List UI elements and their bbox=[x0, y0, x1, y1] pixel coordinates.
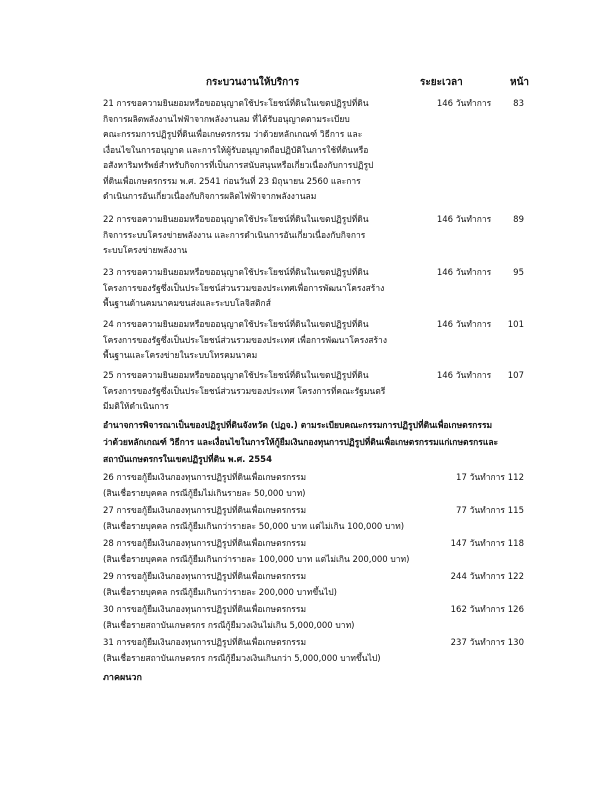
item-page-number: 101 bbox=[507, 320, 524, 330]
item-description: 26 การขอกู้ยืมเงินกองทุนการปฏิรูปที่ดินเพื่อเกษตรกรรม (สินเชื่อรายบุคคล กรณีกู้ยืมไม่เกินรายละ 50,000 บาท) bbox=[103, 473, 307, 499]
item-description: 21 การขอความยินยอมหรือขออนุญาตใช้ประโยชน์ที่ดินในเขตปฏิรูปที่ดิน กิจการผลิตพลังงานไฟฟ้าจากพลังงานลม ที่ได้รับอนุญาตตามระเบียบ คณะกรรมการปฏิรูปที่ดินเพื่อเกษตรกรรม ว่าด้วยหลักเกณฑ์ วิธีการ และ เงื่อนไขในการอนุญาต และการให้ผู้รับอนุญาตถือปฏิบัติในการใช้ที่ดินหรือ อสังหาริมทรัพย์สำหรับกิจการที่เป็นการสนับสนุนหรือเกี่ยวเนื่องกับการปฏิรูป ที่ดินเพื่อเกษตรกรรม พ.ศ. 2541 ก่อนวันที่ 23 มิถุนายน 2560 และการ ดำเนินการอันเกี่ยวเนื่องกับกิจการผลิตไฟฟ้าจากพลังงานลม bbox=[103, 99, 374, 202]
item-description: 31 การขอกู้ยืมเงินกองทุนการปฏิรูปที่ดินเพื่อเกษตรกรรม (สินเชื่อรายสถาบันเกษตรกร กรณีกู้ยืมวงเงินเกินกว่า 5,000,000 บาทขึ้นไป) bbox=[103, 638, 381, 664]
item-period: 146 วันทำการ bbox=[436, 215, 492, 225]
item-page-number: 107 bbox=[507, 371, 524, 381]
item-description: 22 การขอความยินยอมหรือขออนุญาตใช้ประโยชน์ที่ดินในเขตปฏิรูปที่ดิน กิจการระบบโครงข่ายพลังงาน และการดำเนินการอันเกี่ยวเนื่องกับกิจการ ระบบโครงข่ายพลังงาน bbox=[103, 215, 369, 256]
item-description: 29 การขอกู้ยืมเงินกองทุนการปฏิรูปที่ดินเพื่อเกษตรกรรม (สินเชื่อรายบุคคล กรณีกู้ยืมเกินกว่ารายละ 200,000 บาทขึ้นไป) bbox=[103, 572, 337, 598]
item-page-number: 112 bbox=[507, 473, 524, 483]
item-description: 23 การขอความยินยอมหรือขออนุญาตใช้ประโยชน์ที่ดินในเขตปฏิรูปที่ดิน โครงการของรัฐซึ่งเป็นประโยชน์ส่วนรวมของประเทศเพื่อการพัฒนาโครงสร้าง พื้นฐานด้านคมนาคมขนส่งและระบบโลจิสติกส์ bbox=[103, 268, 385, 309]
item-page-number: 89 bbox=[513, 215, 524, 225]
item-page-number: 126 bbox=[507, 605, 524, 615]
item-description: 28 การขอกู้ยืมเงินกองทุนการปฏิรูปที่ดินเพื่อเกษตรกรรม (สินเชื่อรายบุคคล กรณีกู้ยืมเกินกว่ารายละ 100,000 บาท แต่ไม่เกิน 200,000 บาท) bbox=[103, 539, 410, 565]
item-period: 146 วันทำการ bbox=[436, 268, 492, 278]
item-period: 147 วันทำการ bbox=[450, 539, 505, 549]
item-page-number: 115 bbox=[507, 506, 524, 516]
item-description: 25 การขอความยินยอมหรือขออนุญาตใช้ประโยชน์ที่ดินในเขตปฏิรูปที่ดิน โครงการของรัฐซึ่งเป็นประโยชน์ส่วนรวมของประเทศ โครงการที่คณะรัฐมนตรี มีมติให้ดำเนินการ bbox=[103, 371, 386, 412]
header-procedure: กระบวนงานให้บริการ bbox=[206, 77, 300, 88]
item-period: 146 วันทำการ bbox=[436, 320, 492, 330]
item-page-number: 118 bbox=[507, 539, 524, 549]
item-period: 244 วันทำการ bbox=[450, 572, 505, 582]
item-description: 30 การขอกู้ยืมเงินกองทุนการปฏิรูปที่ดินเพื่อเกษตรกรรม (สินเชื่อรายสถาบันเกษตรกร กรณีกู้ยืมวงเงินไม่เกิน 5,000,000 บาท) bbox=[103, 605, 355, 631]
header-page: หน้า bbox=[510, 77, 530, 88]
item-page-number: 130 bbox=[507, 638, 524, 648]
item-period: 237 วันทำการ bbox=[450, 638, 505, 648]
header-period: ระยะเวลา bbox=[420, 77, 463, 88]
appendix-heading: ภาคผนวก bbox=[103, 673, 142, 683]
item-description: 24 การขอความยินยอมหรือขออนุญาตใช้ประโยชน์ที่ดินในเขตปฏิรูปที่ดิน โครงการของรัฐซึ่งเป็นประโยชน์ส่วนรวมของประเทศ เพื่อการพัฒนาโครงสร้าง พื้นฐานและโครงข่ายในระบบโทรคมนาคม bbox=[103, 320, 387, 361]
section-heading: อำนาจการพิจารณาเป็นของปฏิรูปที่ดินจังหวัด (ปฏจ.) ตามระเบียบคณะกรรมการปฏิรูปที่ดินเพื่อเกษตรกรรม ว่าด้วยหลักเกณฑ์ วิธีการ และเงื่อนไขในการให้กู้ยืมเงินกองทุนการปฏิรูปที่ดินเพื่อเกษตรกรรมแก่เกษตรกรและ สถาบันเกษตรกรในเขตปฏิรูปที่ดิน พ.ศ. 2554 bbox=[103, 421, 499, 465]
item-period: 146 วันทำการ bbox=[436, 99, 492, 109]
item-description: 27 การขอกู้ยืมเงินกองทุนการปฏิรูปที่ดินเพื่อเกษตรกรรม (สินเชื่อรายบุคคล กรณีกู้ยืมเกินกว่ารายละ 50,000 บาท แต่ไม่เกิน 100,000 บาท) bbox=[103, 506, 405, 532]
item-page-number: 122 bbox=[507, 572, 524, 582]
item-period: 162 วันทำการ bbox=[450, 605, 505, 615]
item-page-number: 83 bbox=[513, 99, 524, 109]
item-period: 17 วันทำการ bbox=[456, 473, 505, 483]
item-page-number: 95 bbox=[513, 268, 524, 278]
item-period: 146 วันทำการ bbox=[436, 371, 492, 381]
item-period: 77 วันทำการ bbox=[456, 506, 505, 516]
